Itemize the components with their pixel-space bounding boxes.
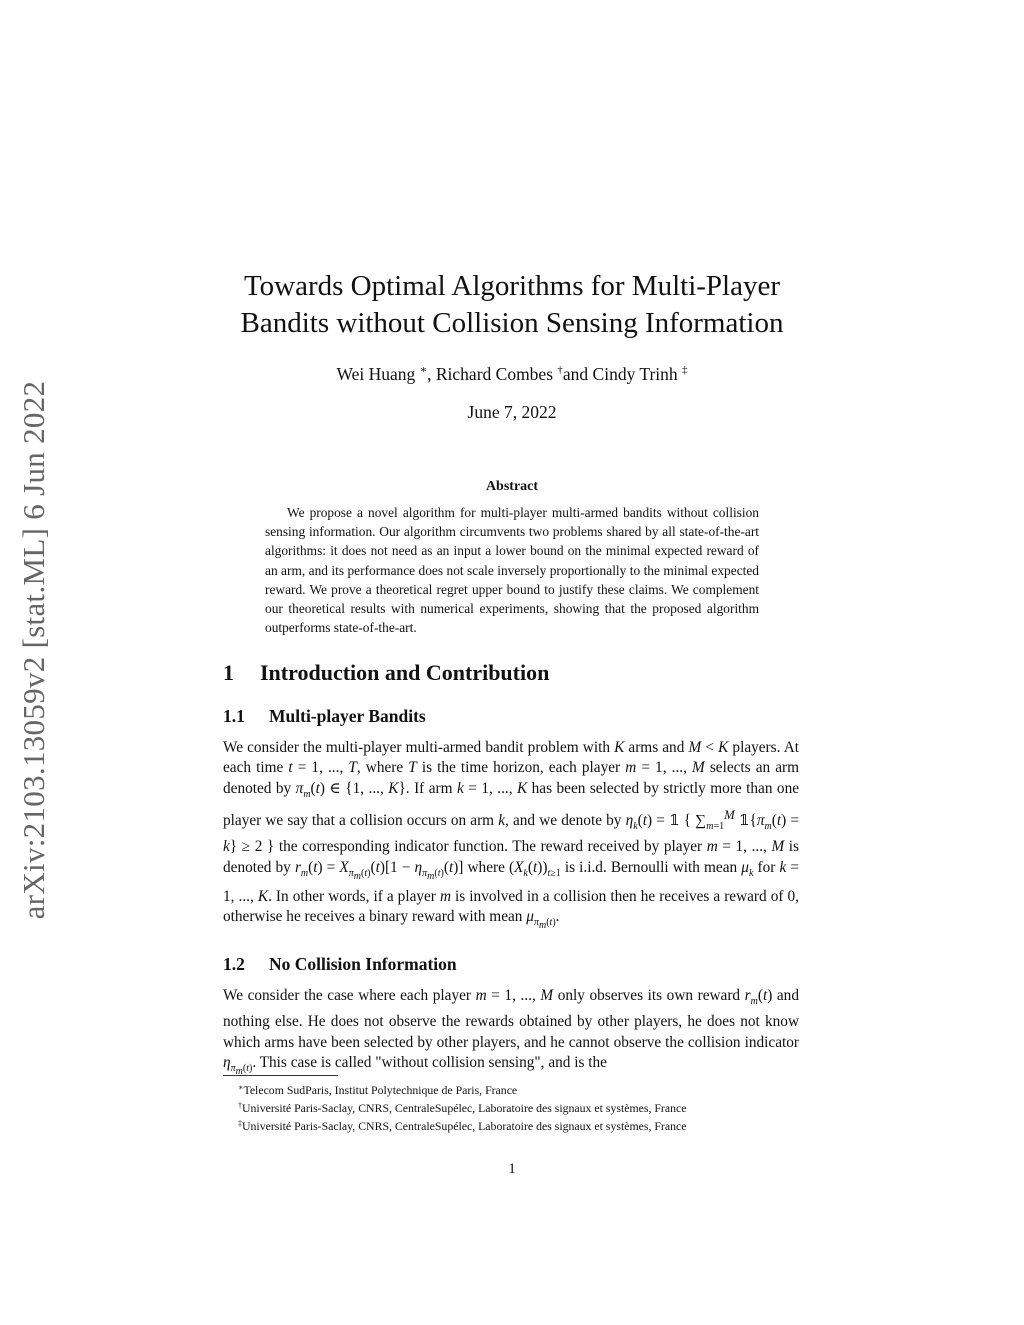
subsection-1-1-heading	[223, 706, 426, 727]
footnote-3	[238, 1116, 686, 1134]
abstract-heading: Abstract	[485, 479, 539, 494]
author-1-mark: ∗	[419, 364, 428, 376]
footnote-3-mark: ‡	[238, 1119, 242, 1129]
paragraph-multi-player-bandits: We consider the multi-player multi-armed bandit problem with K arms and M < K players. At each time t = 1, ..., T, where T is the time horizon, each player m = 1, ..., M selects an arm denoted by $\pi_m(t)$ ∈ {1, ..., K}. If arm k = 1, ..., K has been selected by strictly more than one player we say that a collision occurs on arm k, and we denote by $\eta_k(t)$ = 𝟙 { $\sum_{m=1}^M$ $𝟙\{\pi_m(t) = k\} \ge 2$ } the corresponding indicator function. The reward received by player m = 1, ..., M is denoted by $r_m(t) = X_{\pi_m(t)}(t)[1 - \eta_{\pi_m(t)}(t)]$ where $(X_k(t))_{t\ge 1}$ is i.i.d. Bernoulli with mean $\mu_k$ for k = 1, ..., K. In other words, if a player m is involved in a collision then he receives a reward of 0, otherwise he receives a binary reward with mean $\mu_{\pi_m(t)}$.	[223, 739, 800, 932]
footnote-2-text: Université Paris-Saclay, CNRS, CentraleSupélec, Laboratoire des signaux et systèmes, France	[242, 1101, 687, 1116]
title-line-1: Towards Optimal Algorithms for Multi-Player	[243, 270, 781, 302]
abstract-text: We propose a novel algorithm for multi-player multi-armed bandits without collision sensing information. Our algorithm circumvents two problems shared by all state-of-the-art algorithms: it does not need as an input a lower bound on the minimal expected reward of an arm, and its performance does not scale inversely proportionally to the minimal expected reward. We prove a theoretical regret upper bound to justify these claims. We complement our theoretical results with numerical experiments, showing that the proposed algorithm outperforms state-of-the-art.	[265, 505, 759, 636]
footnote-2	[238, 1098, 686, 1116]
footnote-1-mark: ∗	[238, 1083, 244, 1092]
footnote-2-mark: †	[238, 1101, 242, 1111]
subsection-1-2-title: No Collision Information	[269, 954, 457, 974]
page-number: 1	[508, 1161, 516, 1177]
section-1-heading	[223, 660, 549, 686]
author-3-mark: ‡	[682, 364, 688, 376]
footnote-rule	[223, 1075, 338, 1076]
author-1: Wei Huang	[336, 364, 416, 384]
section-1-number: 1	[223, 660, 234, 685]
footnote-3-text: Université Paris-Saclay, CNRS, CentraleSupélec, Laboratoire des signaux et systèmes, France	[242, 1119, 687, 1134]
subsection-1-2-heading	[223, 954, 457, 975]
title-line-2: Bandits without Collision Sensing Information	[240, 307, 784, 339]
author-2-mark: †	[557, 364, 563, 376]
subsection-1-2-number: 1.2	[223, 954, 245, 974]
author-2: , Richard Combes	[427, 364, 554, 384]
author-list	[0, 363, 1024, 385]
section-1-title: Introduction and Contribution	[260, 660, 550, 685]
subsection-1-1-number: 1.1	[223, 706, 245, 726]
footnote-1	[238, 1080, 686, 1098]
author-3: and Cindy Trinh	[562, 364, 678, 384]
footnotes	[238, 1080, 686, 1135]
paper-title	[0, 268, 1024, 342]
subsection-1-1-title: Multi-player Bandits	[269, 706, 426, 726]
footnote-1-text: Telecom SudParis, Institut Polytechnique de Paris, France	[243, 1083, 518, 1097]
arxiv-stamp: arXiv:2103.13059v2 [stat.ML] 6 Jun 2022	[16, 380, 51, 920]
paragraph-no-collision-information: We consider the case where each player m = 1, ..., M only observes its own reward $r_m(t)$ and nothing else. He does not observe the rewards obtained by other players, he does not know which arms have been selected by other players, and he cannot observe the collision indicator $\eta_{\pi_m(t)}$. This case is called "without collision sensing", and is the	[223, 987, 799, 1077]
paper-date: June 7, 2022	[467, 402, 557, 422]
